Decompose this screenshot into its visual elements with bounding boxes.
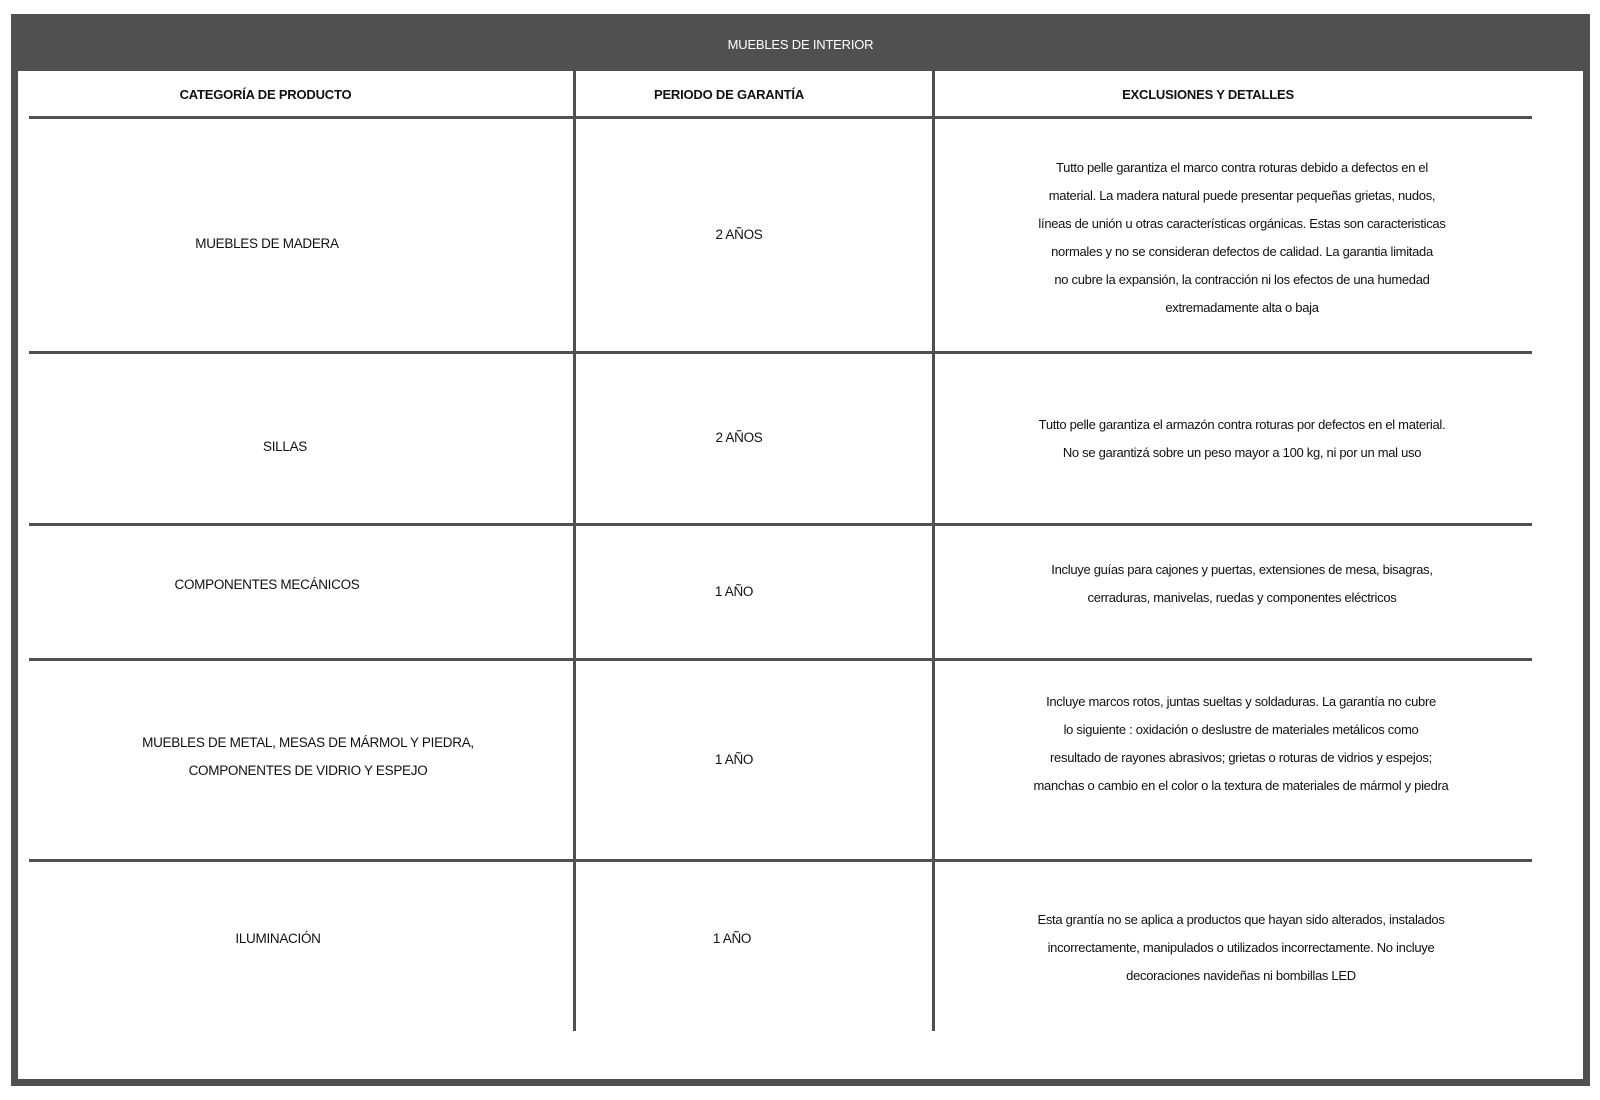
details-line: resultado de rayones abrasivos; grietas o roturas de vidrios y espejos; <box>1050 750 1432 765</box>
header-category-label: CATEGORÍA DE PRODUCTO <box>179 86 352 102</box>
period-label: 1 AÑO <box>714 751 754 767</box>
category-label: COMPONENTES DE VIDRIO Y ESPEJO <box>188 763 428 778</box>
details-line: extremadamente alta o baja <box>1165 300 1319 315</box>
details-line: no cubre la expansión, la contracción ni los efectos de una humedad <box>1054 272 1430 287</box>
category-label: ILUMINACIÓN <box>235 930 321 946</box>
category-label: SILLAS <box>263 438 307 454</box>
row-3-category <box>18 527 516 641</box>
row-1-period <box>576 120 902 348</box>
period-label: 2 AÑOS <box>715 429 763 445</box>
details-line: Esta grantía no se aplica a productos que hayan sido alterados, instalados <box>1037 912 1445 927</box>
details-line: Tutto pelle garantiza el marco contra roturas debido a defectos en el <box>1056 160 1428 175</box>
row-1-category <box>18 120 516 366</box>
row-4-period <box>576 662 892 856</box>
details-line: incorrectamente, manipulados o utilizados incorrectamente. No incluye <box>1047 940 1435 955</box>
row-2-category <box>18 355 552 537</box>
row-5-details <box>935 906 1547 990</box>
details-line: Incluye marcos rotos, juntas sueltas y soldaduras. La garantía no cubre <box>1046 694 1436 709</box>
row-4-category <box>18 729 598 785</box>
details-line: No se garantizá sobre un peso mayor a 100 kg, ni por un mal uso <box>1062 445 1422 460</box>
table-title-bar <box>18 14 1583 71</box>
row-3-period <box>576 527 892 655</box>
header-category <box>18 72 513 116</box>
details-line: manchas o cambio en el color o la textura de materiales de mármol y piedra <box>1033 778 1449 793</box>
row-2-period <box>576 355 902 519</box>
period-label: 1 AÑO <box>712 930 752 946</box>
period-label: 1 AÑO <box>714 583 754 599</box>
table-title: MUEBLES DE INTERIOR <box>727 37 874 52</box>
row-2-details <box>935 411 1549 467</box>
category-label: COMPONENTES MECÁNICOS <box>174 576 360 592</box>
header-details-label: EXCLUSIONES Y DETALLES <box>1122 86 1294 102</box>
category-label: MUEBLES DE MADERA <box>195 235 339 251</box>
row-divider <box>29 116 1532 119</box>
details-line: Incluye guías para cajones y puertas, extensiones de mesa, bisagras, <box>1051 562 1433 577</box>
details-line: Tutto pelle garantiza el armazón contra roturas por defectos en el material. <box>1038 417 1446 432</box>
category-label: MUEBLES DE METAL, MESAS DE MÁRMOL Y PIEDRA, <box>142 735 474 750</box>
details-line: normales y no se consideran defectos de calidad. La garantia limitada <box>1051 244 1433 259</box>
details-line: líneas de unión u otras características orgánicas. Estas son caracteristicas <box>1038 216 1446 231</box>
period-label: 2 AÑOS <box>715 226 763 242</box>
row-1-details <box>935 154 1549 322</box>
row-divider <box>29 658 1532 661</box>
header-period-label: PERIODO DE GARANTÍA <box>653 86 805 102</box>
row-5-period <box>576 863 888 1013</box>
row-5-category <box>18 863 538 1013</box>
row-divider <box>29 859 1532 862</box>
row-4-details <box>935 688 1547 800</box>
details-line: material. La madera natural puede presentar pequeñas grietas, nudos, <box>1048 188 1436 203</box>
header-details <box>935 72 1481 116</box>
details-line: cerraduras, manivelas, ruedas y componentes eléctricos <box>1087 590 1397 605</box>
details-line: lo siguiente : oxidación o deslustre de materiales metálicos como <box>1063 722 1419 737</box>
row-3-details <box>935 556 1549 612</box>
details-line: decoraciones navideñas ni bombillas LED <box>1126 968 1356 983</box>
header-period <box>576 72 882 116</box>
